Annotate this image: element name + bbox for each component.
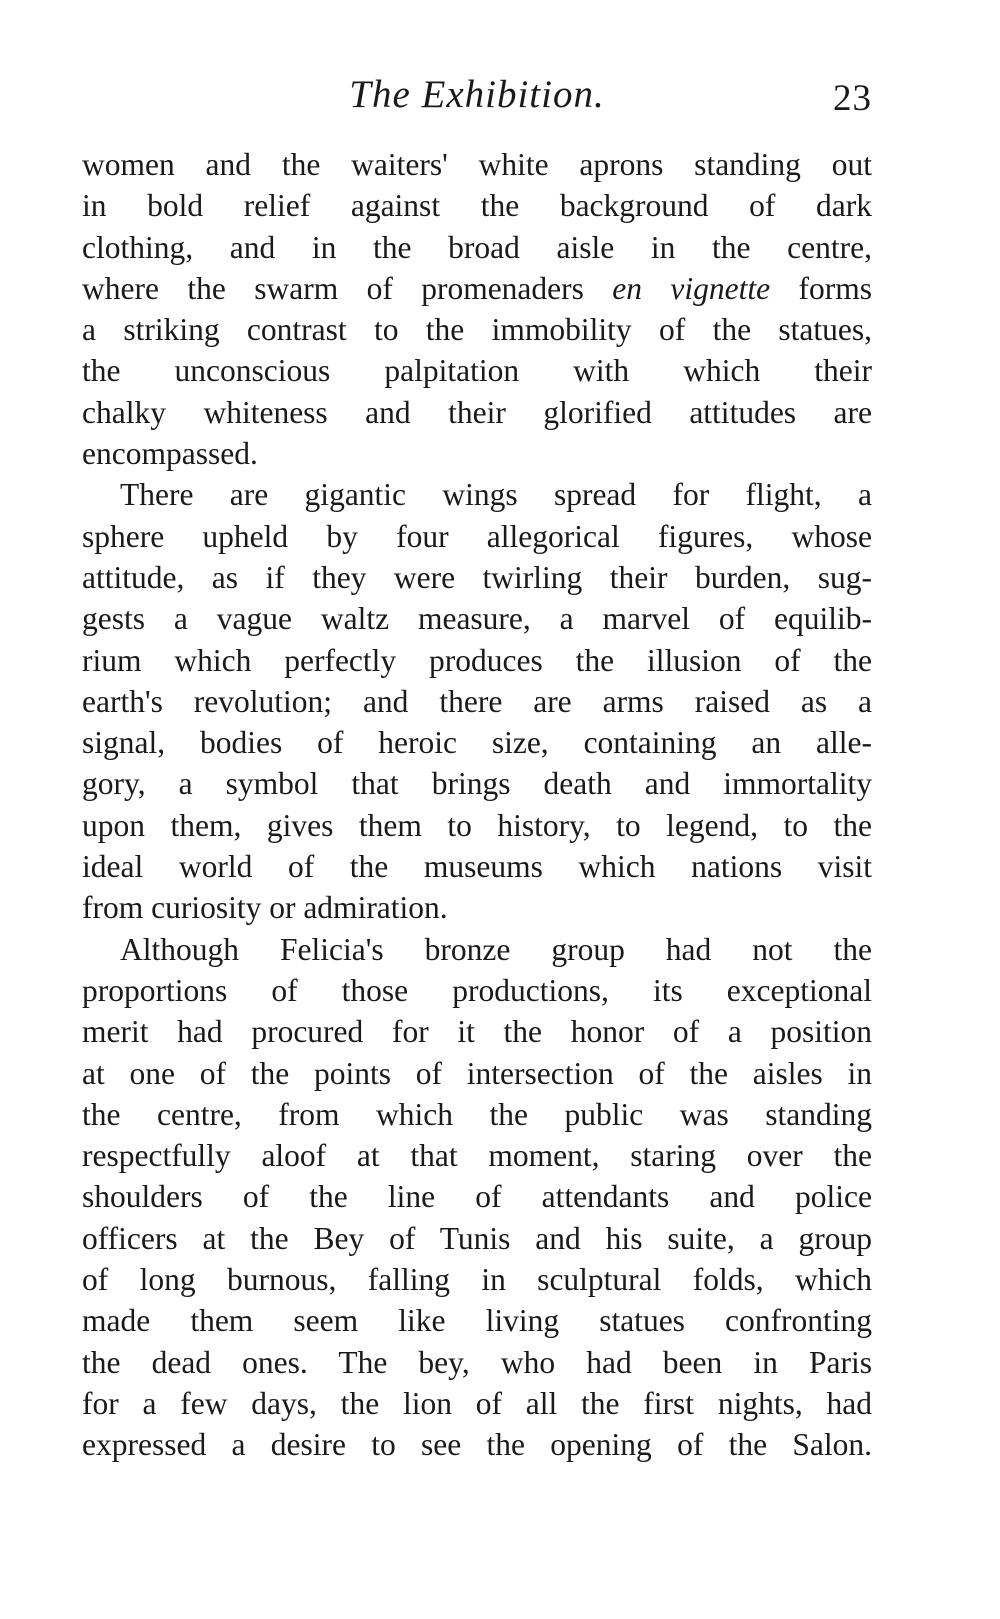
running-head xyxy=(82,70,872,120)
text-line: the centre, from which the public was standing xyxy=(82,1096,872,1132)
text-segment: forms xyxy=(770,270,872,306)
text-line: gests a vague waltz measure, a marvel of equilib- xyxy=(82,601,872,637)
text-line: shoulders of the line of attendants and police xyxy=(82,1179,872,1215)
italic-phrase: en vignette xyxy=(612,270,771,306)
text-segment: where the swarm of promenaders xyxy=(82,270,613,306)
text-line xyxy=(82,268,872,309)
text-line: attitude, as if they were twirling their burden, sug- xyxy=(82,559,872,595)
text-line: gory, a symbol that brings death and immortality xyxy=(82,766,872,802)
text-line: upon them, gives them to history, to legend, to the xyxy=(82,807,872,843)
text-line: proportions of those productions, its exceptional xyxy=(82,972,872,1008)
text-line: chalky whiteness and their glorified attitudes are xyxy=(82,394,872,430)
paragraph-1 xyxy=(82,144,872,474)
paragraph-3 xyxy=(82,929,872,1466)
text-line: expressed a desire to see the opening of the Salon. xyxy=(82,1427,872,1463)
text-line: There are gigantic wings spread for flight, a xyxy=(120,477,872,513)
text-line: Although Felicia's bronze group had not the xyxy=(120,931,872,967)
text-line: a striking contrast to the immobility of the statues, xyxy=(82,312,872,348)
text-line: the unconscious palpitation with which their xyxy=(82,353,872,389)
text-line: at one of the points of intersection of the aisles in xyxy=(82,1055,872,1091)
body-text xyxy=(82,144,872,1466)
text-line: from curiosity or admiration. xyxy=(82,890,448,926)
text-line: clothing, and in the broad aisle in the centre, xyxy=(82,229,872,265)
text-line: earth's revolution; and there are arms raised as a xyxy=(82,683,872,719)
text-line: respectfully aloof at that moment, staring over the xyxy=(82,1138,872,1174)
text-line: women and the waiters' white aprons standing out xyxy=(82,147,872,182)
running-title: The Exhibition. xyxy=(349,73,605,116)
text-line: rium which perfectly produces the illusion of the xyxy=(82,642,872,678)
page-number: 23 xyxy=(833,78,872,119)
text-line: of long burnous, falling in sculptural folds, which xyxy=(82,1262,872,1298)
text-line: officers at the Bey of Tunis and his suite, a group xyxy=(82,1220,872,1256)
paragraph-2 xyxy=(82,474,872,928)
text-line: signal, bodies of heroic size, containing an alle- xyxy=(82,725,872,761)
text-line: the dead ones. The bey, who had been in Paris xyxy=(82,1344,872,1380)
text-line: sphere upheld by four allegorical figures, whose xyxy=(82,518,872,554)
text-line: ideal world of the museums which nations visit xyxy=(82,849,872,885)
text-line: encompassed. xyxy=(82,436,258,472)
text-line: for a few days, the lion of all the first nights, had xyxy=(82,1385,872,1421)
text-line: merit had procured for it the honor of a position xyxy=(82,1014,872,1050)
text-line: made them seem like living statues confronting xyxy=(82,1303,872,1339)
text-line: in bold relief against the background of dark xyxy=(82,188,872,224)
